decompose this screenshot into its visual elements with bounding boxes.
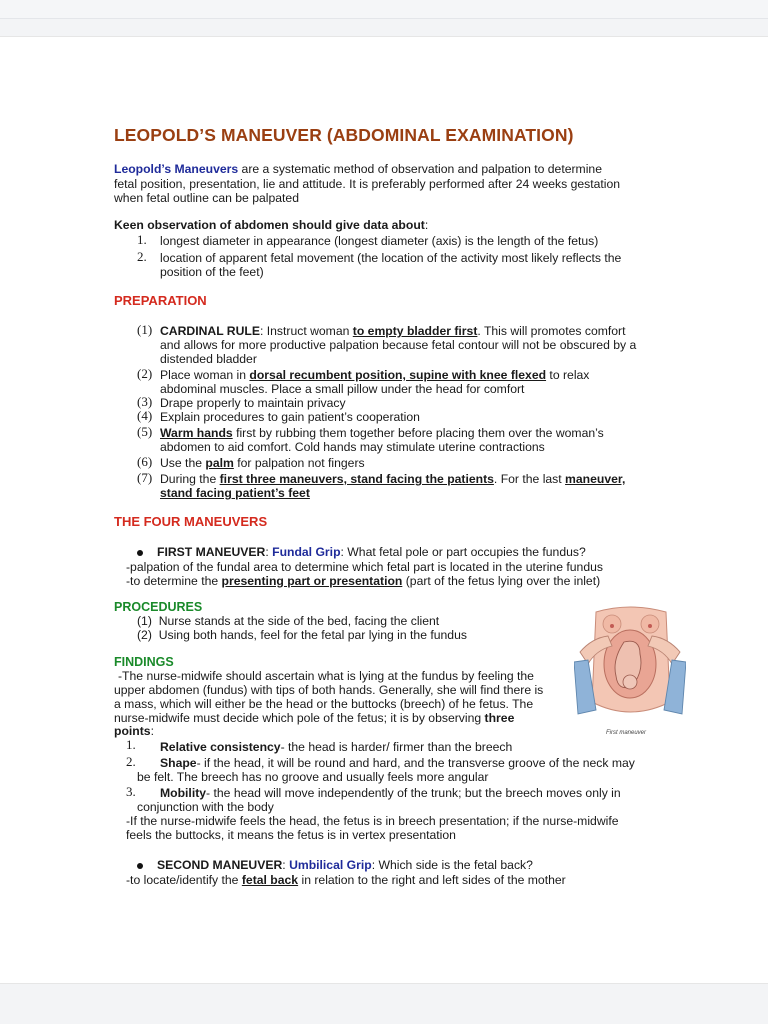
viewer-top-bar xyxy=(0,0,768,19)
procedure-item-2 xyxy=(137,628,467,642)
prep-2-text-a: Place woman in xyxy=(160,368,250,382)
prep-num-5: (5) xyxy=(137,424,153,439)
keen-item-2-text: location of apparent fetal movement (the location of the activity most likely reflects the xyxy=(160,251,622,265)
second-maneuver-line xyxy=(137,858,533,872)
finding-item-2-l2: be felt. The breech has no groove and usually feels more angular xyxy=(137,770,489,784)
intro-text-1: are a systematic method of observation and palpation to determine xyxy=(238,162,602,176)
keen-heading-text: Keen observation of abdomen should give data about xyxy=(114,218,425,232)
procedure-item-1 xyxy=(137,614,439,628)
prep-num-4: (4) xyxy=(137,408,153,423)
intro-line-3: when fetal outline can be palpated xyxy=(114,191,299,205)
first-maneuver-illustration xyxy=(574,602,686,762)
finding-item-3-l2: conjunction with the body xyxy=(137,800,274,814)
first-maneuver-line xyxy=(137,545,586,559)
fundal-grip-label: Fundal Grip xyxy=(272,545,341,559)
findings-l5 xyxy=(114,724,154,738)
finding-num-2: 2. xyxy=(126,754,136,769)
keen-item-1-text: longest diameter in appearance (longest diameter (axis) is the length of the fetus) xyxy=(160,234,599,248)
prep-1-underlined: to empty bladder first xyxy=(352,324,478,338)
prep-item-5-l2: abdomen to aid comfort. Cold hands may stimulate uterine contractions xyxy=(160,440,545,454)
finding-item-1 xyxy=(160,740,512,754)
keen-item-2-text-cont: position of the feet) xyxy=(160,265,264,279)
finding-lead: Mobility xyxy=(160,786,207,800)
second-maneuver-question: : Which side is the fetal back? xyxy=(371,858,533,872)
prep-1-text-b: . This will promotes comfort xyxy=(477,324,626,338)
prep-num-2: (2) xyxy=(137,366,153,381)
bullet-icon xyxy=(137,863,143,869)
first-maneuver-sep: : xyxy=(265,545,273,559)
illustration-caption: First maneuver xyxy=(606,730,647,736)
illustration-drawing xyxy=(574,602,686,762)
prep-item-1-l3: distended bladder xyxy=(160,352,257,366)
finding-num-1: 1. xyxy=(126,737,136,752)
prep-6-text-a: Use the xyxy=(160,456,206,470)
first-l3-text-b: (part of the fetus lying over the inlet) xyxy=(402,574,601,588)
intro-line-1 xyxy=(114,162,602,176)
procedure-num: (2) xyxy=(137,628,152,642)
findings-l1: -The nurse-midwife should ascertain what is lying at the fundus by feeling the xyxy=(118,669,534,683)
findings-colon: : xyxy=(150,724,154,738)
keen-item-number: 2. xyxy=(137,249,147,264)
findings-points: points xyxy=(114,724,151,738)
first-l3-text-a: -to determine the xyxy=(126,574,222,588)
keen-item-number: 1. xyxy=(137,232,147,247)
prep-item-1 xyxy=(160,324,626,338)
finding-text: - if the head, it will be round and hard, and the transverse groove of the neck may xyxy=(196,756,635,770)
findings-l2: upper abdomen (fundus) with tips of both hands. Generally, she will find there is xyxy=(114,683,544,697)
second-l2-text-b: in relation to the right and left sides of the mother xyxy=(298,873,566,887)
prep-7-underlined: first three maneuvers, stand facing the patients xyxy=(219,472,494,486)
procedures-heading: PROCEDURES xyxy=(114,600,203,614)
finding-text: - the head is harder/ firmer than the breech xyxy=(280,740,513,754)
prep-item-3: Drape properly to maintain privacy xyxy=(160,396,346,410)
finding-lead: Relative consistency xyxy=(160,740,281,754)
bullet-icon xyxy=(137,550,143,556)
second-l2-text-a: -to locate/identify the xyxy=(126,873,242,887)
procedure-text: Nurse stands at the side of the bed, facing the client xyxy=(158,614,440,628)
first-maneuver-l3 xyxy=(126,574,600,588)
prep-5-underlined: Warm hands xyxy=(160,426,233,440)
prep-item-4: Explain procedures to gain patient’s cooperation xyxy=(160,410,420,424)
finding-num-3: 3. xyxy=(126,784,136,799)
second-maneuver-l2 xyxy=(126,873,566,887)
finding-lead: Shape xyxy=(160,756,197,770)
prep-2-text-b: to relax xyxy=(546,368,590,382)
cardinal-rule-label: CARDINAL RULE xyxy=(160,324,260,338)
keen-heading-colon: : xyxy=(424,218,429,232)
second-maneuver-sep: : xyxy=(282,858,290,872)
prep-7-underlined-2: maneuver, xyxy=(565,472,626,486)
prep-item-6 xyxy=(160,456,365,470)
first-l3-underlined: presenting part or presentation xyxy=(221,574,403,588)
four-maneuvers-heading: THE FOUR MANEUVERS xyxy=(114,514,268,529)
findings-conclusion-1: -If the nurse-midwife feels the head, the fetus is in breech presentation; if the nurse-midwife xyxy=(126,814,619,828)
first-maneuver-question: : What fetal pole or part occupies the fundus? xyxy=(340,545,586,559)
finding-text: - the head will move independently of the trunk; but the breech moves only in xyxy=(206,786,621,800)
findings-three: three xyxy=(484,711,515,725)
keen-item-1 xyxy=(137,233,147,247)
umbilical-grip-label: Umbilical Grip xyxy=(289,858,372,872)
findings-l4-text: nurse-midwife must decide which pole of the fetus; it is by observing xyxy=(114,711,485,725)
intro-line-2: fetal position, presentation, lie and attitude. It is preferably performed after 24 weeks gestation xyxy=(114,177,621,191)
second-l2-underlined: fetal back xyxy=(241,873,299,887)
finding-item-2 xyxy=(160,756,635,770)
prep-num-7: (7) xyxy=(137,470,153,485)
keen-item-2 xyxy=(137,250,147,264)
keen-heading xyxy=(114,218,428,232)
prep-2-underlined: dorsal recumbent position, supine with knee flexed xyxy=(249,368,547,382)
prep-num-6: (6) xyxy=(137,454,153,469)
procedure-num: (1) xyxy=(137,614,152,628)
prep-item-2-l2: abdominal muscles. Place a small pillow under the head for comfort xyxy=(160,382,525,396)
finding-item-3 xyxy=(160,786,621,800)
prep-item-5 xyxy=(160,426,604,440)
prep-6-text-b: for palpation not fingers xyxy=(233,456,365,470)
findings-l4 xyxy=(114,711,514,725)
prep-item-2 xyxy=(160,368,589,382)
prep-item-7-l2: stand facing patient’s feet xyxy=(160,486,310,500)
prep-item-7 xyxy=(160,472,625,486)
intro-term: Leopold’s Maneuvers xyxy=(114,162,239,176)
page-title: LEOPOLD’S MANEUVER (ABDOMINAL EXAMINATION) xyxy=(114,125,574,145)
prep-7-text-b: . For the last xyxy=(493,472,566,486)
first-maneuver-l2: -palpation of the fundal area to determine which fetal part is located in the uterine fundus xyxy=(126,560,603,574)
preparation-heading: PREPARATION xyxy=(114,293,207,308)
first-maneuver-label: FIRST MANEUVER xyxy=(157,545,266,559)
findings-conclusion-2: feels the buttocks, it means the fetus is in vertex presentation xyxy=(126,828,456,842)
prep-6-underlined: palm xyxy=(205,456,234,470)
findings-heading: FINDINGS xyxy=(114,655,174,669)
prep-item-1-l2: and allows for more productive palpation because fetal contour will not be obscured by a xyxy=(160,338,637,352)
findings-l3: a mass, which will either be the head or the buttocks (breech) of he fetus. The xyxy=(114,697,534,711)
prep-5-text-b: first by rubbing them together before placing them over the woman’s xyxy=(232,426,604,440)
prep-7-text-a: During the xyxy=(160,472,220,486)
prep-1-text-a: : Instruct woman xyxy=(259,324,353,338)
document-page xyxy=(0,36,768,984)
prep-num-3: (3) xyxy=(137,394,153,409)
procedure-text: Using both hands, feel for the fetal par lying in the fundus xyxy=(158,628,467,642)
prep-num-1: (1) xyxy=(137,322,153,337)
second-maneuver-label: SECOND MANEUVER xyxy=(157,858,283,872)
